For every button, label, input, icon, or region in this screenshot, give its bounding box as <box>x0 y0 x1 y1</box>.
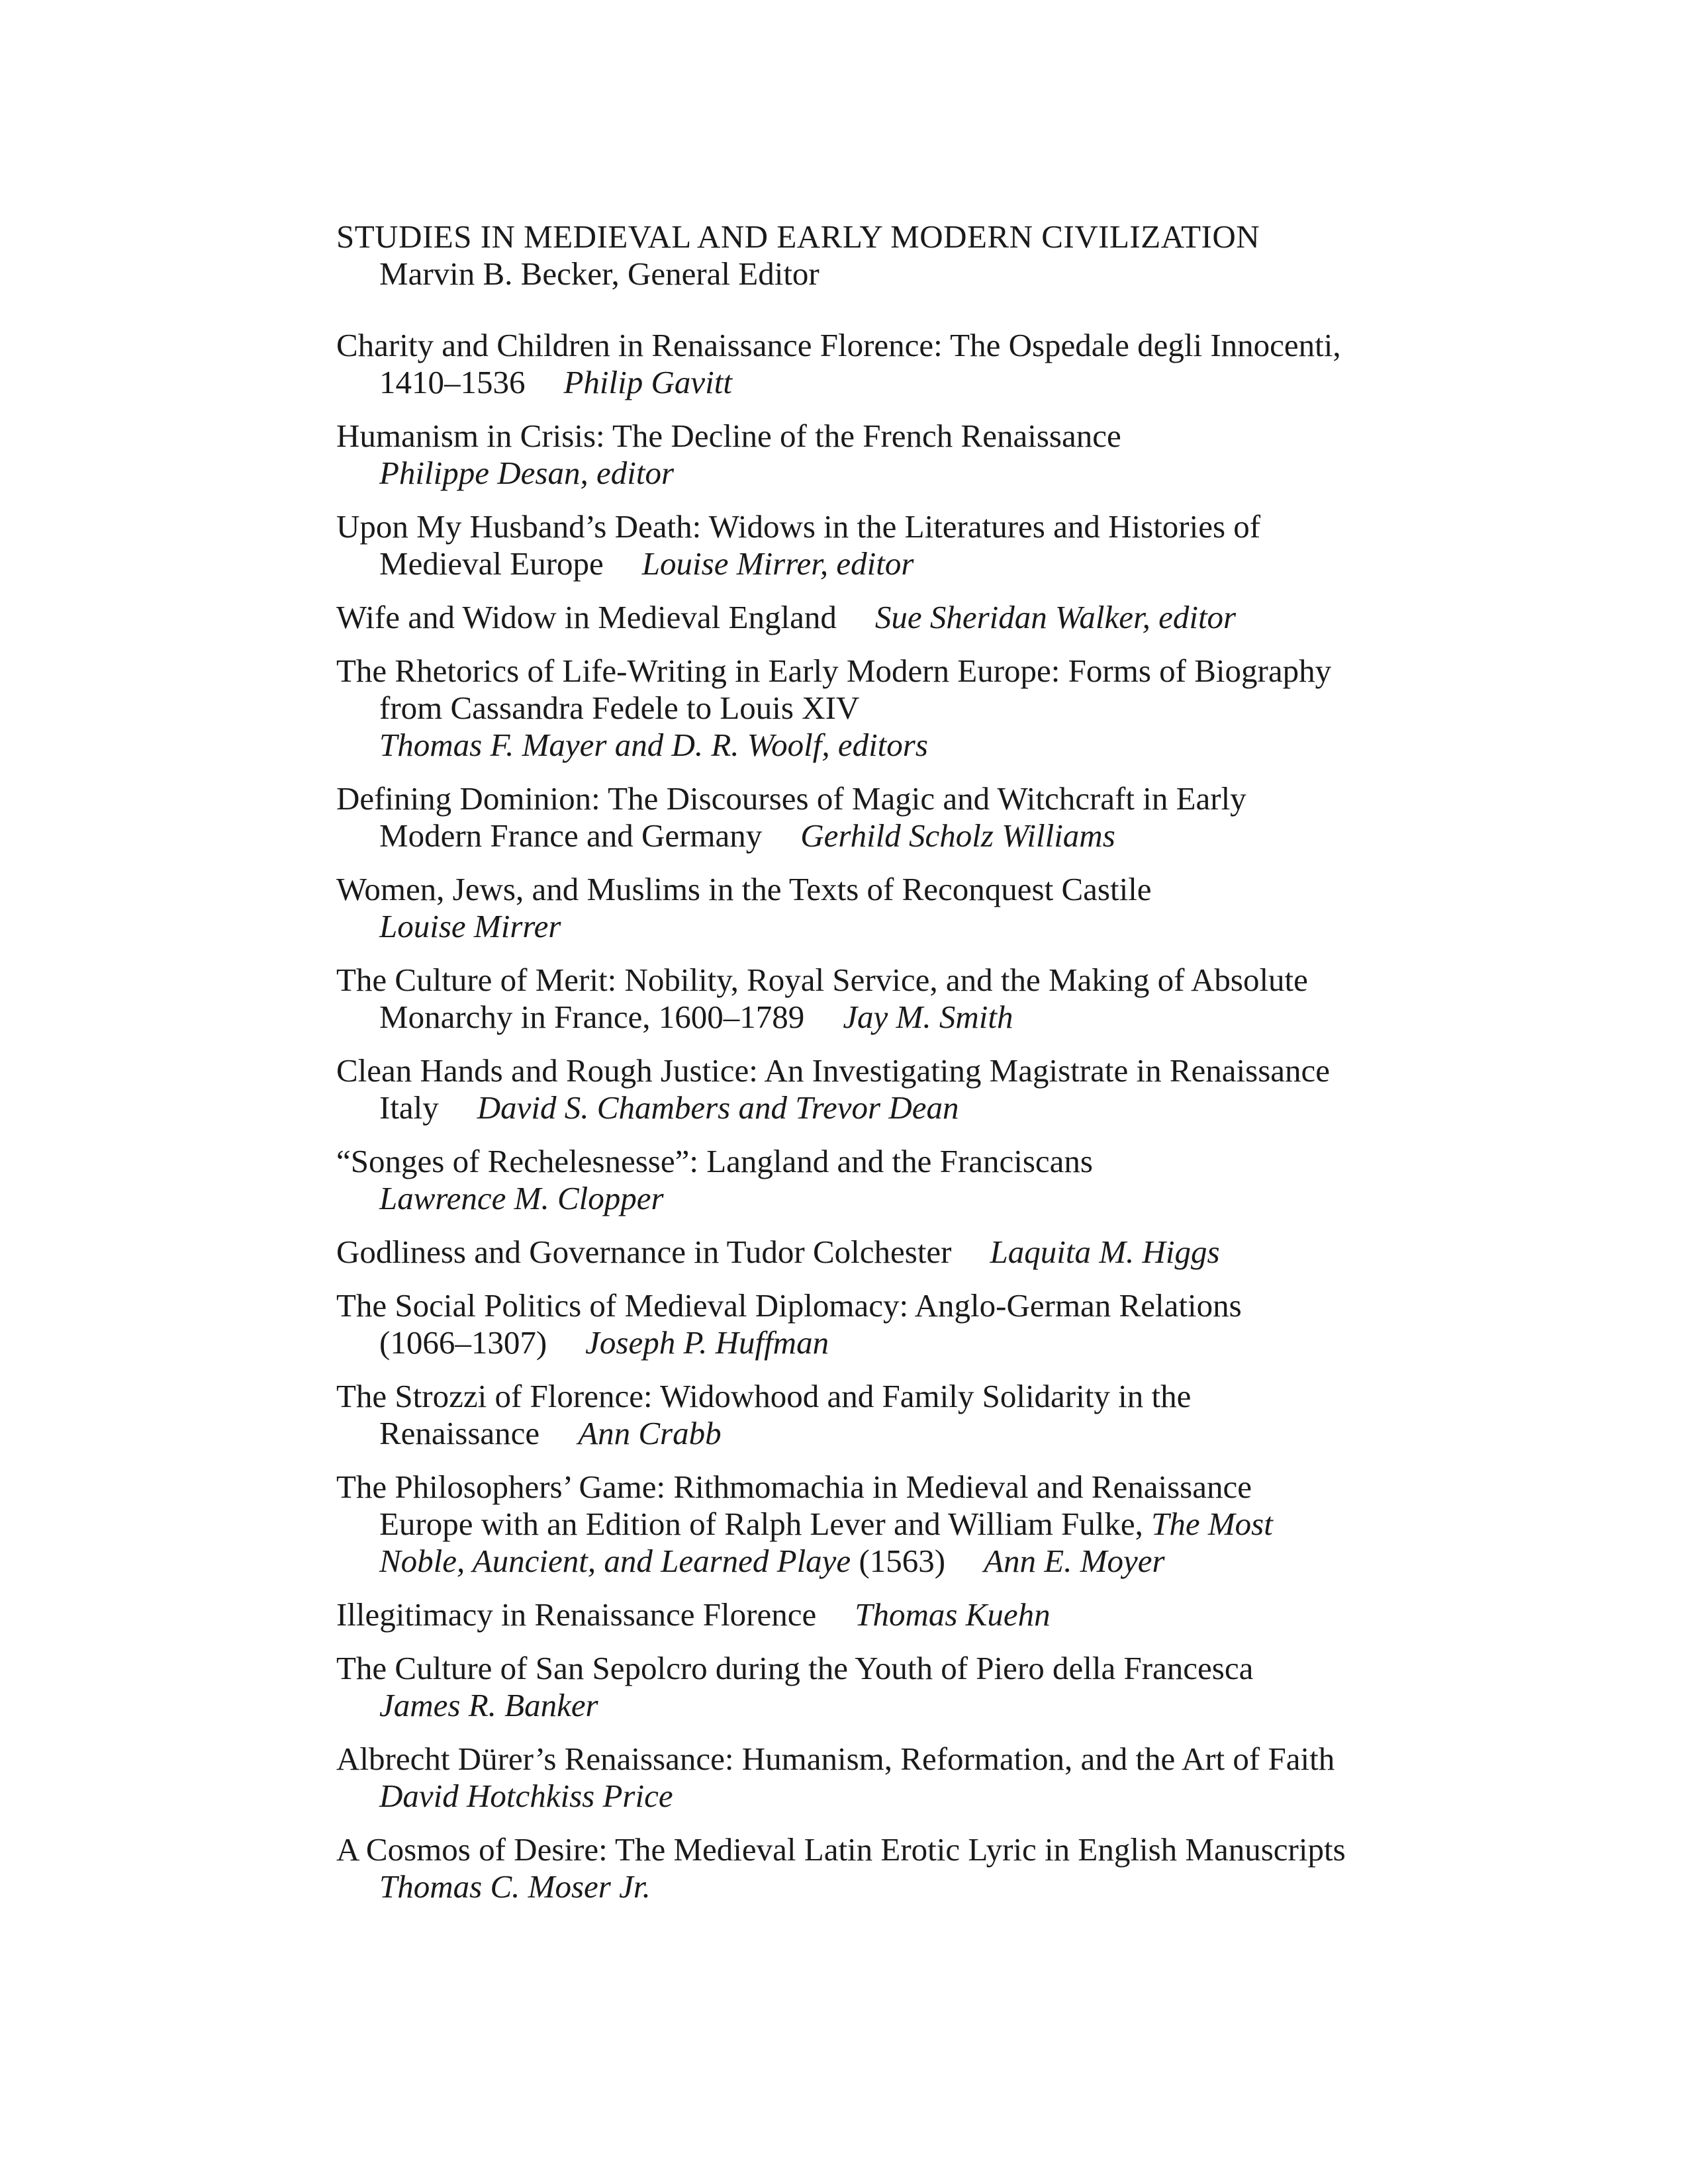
book-title: The Social Politics of Medieval Diplomacy: Anglo-German Relations <box>336 1287 1242 1324</box>
book-author: Louise Mirrer, editor <box>641 545 914 582</box>
book-entry <box>336 508 1422 582</box>
series-title: STUDIES IN MEDIEVAL AND EARLY MODERN CIVILIZATION <box>336 218 1260 255</box>
series-page <box>336 218 1422 1922</box>
book-title: Albrecht Dürer’s Renaissance: Humanism, Reformation, and the Art of Faith <box>336 1741 1335 1777</box>
book-author: Thomas Kuehn <box>855 1596 1051 1633</box>
book-entry <box>336 599 1422 636</box>
book-author: Sue Sheridan Walker, editor <box>874 599 1237 635</box>
book-entry <box>336 1650 1422 1724</box>
book-title-cont: Monarchy in France, 1600–1789 <box>379 999 805 1035</box>
book-author: Philippe Desan, editor <box>379 455 675 491</box>
book-author: Gerhild Scholz Williams <box>800 817 1115 854</box>
book-entry <box>336 1052 1422 1126</box>
book-title-year: (1563) <box>859 1543 946 1579</box>
book-entry <box>336 1831 1422 1905</box>
book-author: James R. Banker <box>379 1687 598 1723</box>
book-author: Ann E. Moyer <box>984 1543 1165 1579</box>
book-author: Thomas F. Mayer and D. R. Woolf, editors <box>379 727 928 763</box>
book-entry <box>336 962 1422 1036</box>
book-author: Ann Crabb <box>578 1415 722 1451</box>
book-title-italic: The Most <box>1151 1506 1273 1542</box>
book-entry <box>336 871 1422 945</box>
book-title-cont: Europe with an Edition of Ralph Lever and William Fulke, <box>379 1506 1143 1542</box>
book-author: Philip Gavitt <box>563 364 732 400</box>
book-title-cont: from Cassandra Fedele to Louis XIV <box>379 690 860 726</box>
book-title: Defining Dominion: The Discourses of Magic and Witchcraft in Early <box>336 780 1246 817</box>
book-entry <box>336 1287 1422 1361</box>
book-title: A Cosmos of Desire: The Medieval Latin Erotic Lyric in English Manuscripts <box>336 1831 1346 1868</box>
book-title: Illegitimacy in Renaissance Florence <box>336 1596 817 1633</box>
book-title: “Songes of Rechelesnesse”: Langland and the Franciscans <box>336 1143 1093 1179</box>
book-entry <box>336 1469 1422 1580</box>
book-title-cont: Medieval Europe <box>379 545 604 582</box>
book-title-cont: Renaissance <box>379 1415 540 1451</box>
book-entry <box>336 327 1422 401</box>
book-title-cont: 1410–1536 <box>379 364 526 400</box>
book-entry <box>336 780 1422 854</box>
book-author: Louise Mirrer <box>379 908 561 944</box>
series-editor: Marvin B. Becker, General Editor <box>379 255 820 292</box>
book-title: Humanism in Crisis: The Decline of the French Renaissance <box>336 418 1121 454</box>
book-title: Godliness and Governance in Tudor Colchester <box>336 1234 952 1270</box>
book-entry <box>336 1234 1422 1271</box>
book-author: Jay M. Smith <box>843 999 1013 1035</box>
book-entry <box>336 418 1422 492</box>
book-entry <box>336 1378 1422 1452</box>
book-title: Upon My Husband’s Death: Widows in the Literatures and Histories of <box>336 508 1261 545</box>
book-author: David S. Chambers and Trevor Dean <box>477 1089 959 1126</box>
book-title: The Culture of San Sepolcro during the Youth of Piero della Francesca <box>336 1650 1254 1686</box>
book-title: Women, Jews, and Muslims in the Texts of Reconquest Castile <box>336 871 1152 907</box>
book-title-cont: Modern France and Germany <box>379 817 763 854</box>
book-list <box>336 327 1422 1905</box>
book-title-italic: Noble, Auncient, and Learned Playe <box>379 1543 851 1579</box>
book-entry <box>336 1143 1422 1217</box>
book-author: Joseph P. Huffman <box>585 1324 829 1361</box>
book-author: David Hotchkiss Price <box>379 1778 673 1814</box>
book-entry <box>336 653 1422 764</box>
book-title: The Culture of Merit: Nobility, Royal Service, and the Making of Absolute <box>336 962 1308 998</box>
book-title: The Philosophers’ Game: Rithmomachia in Medieval and Renaissance <box>336 1469 1252 1505</box>
book-title: Wife and Widow in Medieval England <box>336 599 837 635</box>
book-title: The Strozzi of Florence: Widowhood and Family Solidarity in the <box>336 1378 1192 1414</box>
book-author: Laquita M. Higgs <box>990 1234 1220 1270</box>
book-title-cont: Italy <box>379 1089 439 1126</box>
book-author: Lawrence M. Clopper <box>379 1180 664 1216</box>
book-title: Clean Hands and Rough Justice: An Investigating Magistrate in Renaissance <box>336 1052 1331 1089</box>
book-title-cont: (1066–1307) <box>379 1324 547 1361</box>
book-title: Charity and Children in Renaissance Florence: The Ospedale degli Innocenti, <box>336 327 1341 363</box>
book-entry <box>336 1596 1422 1633</box>
book-title: The Rhetorics of Life-Writing in Early Modern Europe: Forms of Biography <box>336 653 1332 689</box>
book-author: Thomas C. Moser Jr. <box>379 1868 651 1905</box>
book-entry <box>336 1741 1422 1815</box>
